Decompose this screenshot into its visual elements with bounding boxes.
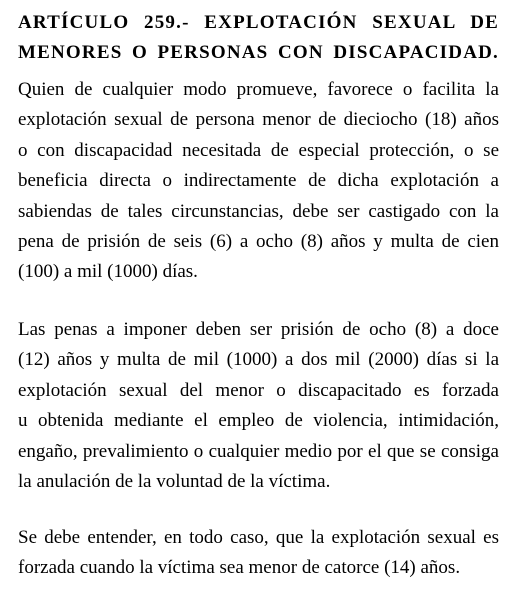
article-heading bbox=[18, 8, 499, 68]
paragraph-line: sabiendas de tales circunstancias, debe ser castigado con la bbox=[18, 200, 499, 222]
paragraph-line: Quien de cualquier modo promueve, favorece o facilita la bbox=[18, 79, 499, 100]
document-page bbox=[18, 8, 499, 579]
paragraph-line: pena de prisión de seis (6) a ocho (8) años y multa de cien bbox=[18, 231, 499, 253]
paragraph-line: Las penas a imponer deben ser prisión de ocho (8) a doce bbox=[18, 319, 499, 340]
paragraph-line: engaño, prevalimiento o cualquier medio por el que se consiga bbox=[18, 440, 499, 462]
paragraph-line: beneficia directa o indirectamente de dicha explotación a bbox=[18, 170, 499, 192]
paragraph-line: Se debe entender, en todo caso, que la explotación sexual es bbox=[18, 527, 499, 548]
paragraph-line: explotación sexual del menor o discapacitado es forzada bbox=[18, 379, 499, 401]
article-paragraph bbox=[18, 75, 499, 288]
paragraph-line: la anulación de la voluntad de la víctima. bbox=[18, 471, 331, 493]
paragraph-line: o con discapacidad necesitada de especial protección, o se bbox=[18, 139, 499, 161]
paragraph-line: (12) años y multa de mil (1000) a dos mil (2000) días si la bbox=[18, 349, 499, 371]
paragraph-line: forzada cuando la víctima sea menor de catorce (14) años. bbox=[18, 557, 461, 579]
paragraph-line: (100) a mil (1000) días. bbox=[18, 261, 198, 283]
paragraph-line: u obtenida mediante el empleo de violencia, intimidación, bbox=[18, 410, 499, 432]
article-heading-line: ARTÍCULO 259.- EXPLOTACIÓN SEXUAL DE bbox=[18, 12, 499, 33]
article-paragraph bbox=[18, 523, 499, 584]
paragraph-line: explotación sexual de persona menor de dieciocho (18) años bbox=[18, 109, 499, 131]
article-paragraph bbox=[18, 315, 499, 497]
article-heading-line: MENORES O PERSONAS CON DISCAPACIDAD. bbox=[18, 42, 499, 63]
